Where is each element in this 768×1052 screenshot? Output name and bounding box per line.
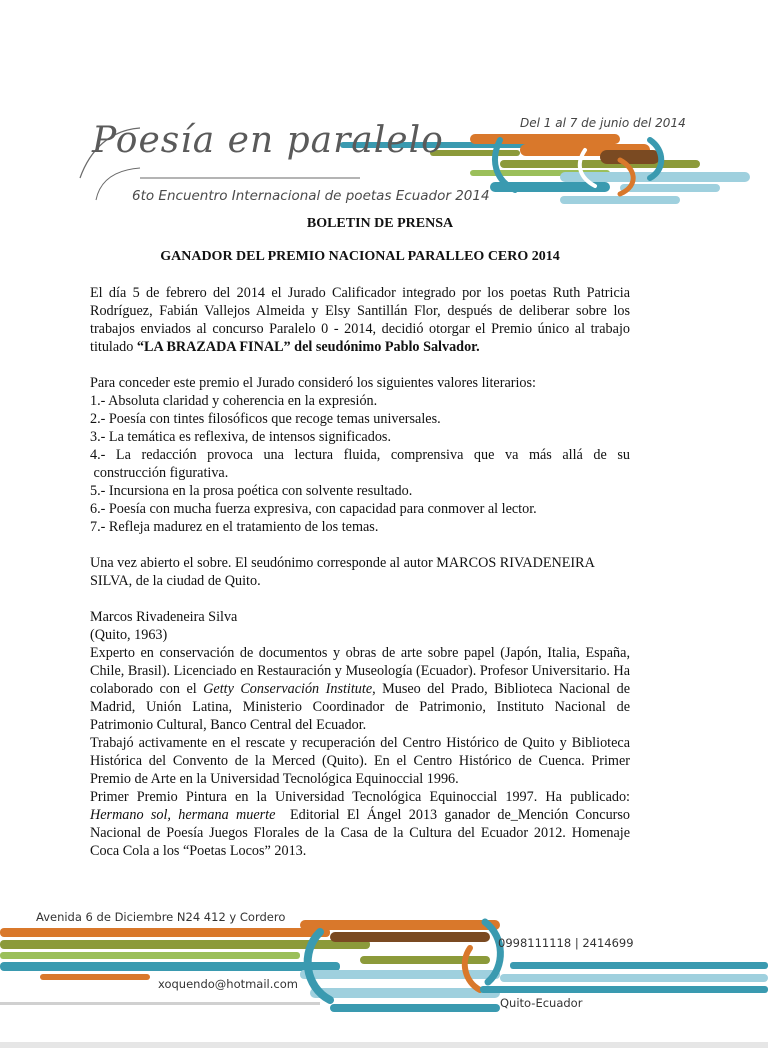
criteria-item-continued: construcción figurativa. (90, 465, 229, 481)
criteria-item: 1.- Absoluta claridad y coherencia en la expresión. (90, 393, 378, 409)
criteria-item: 4.- La redacción provoca una lectura fluida, comprensiva que va más allá de su (90, 447, 630, 463)
letterhead-footer (0, 892, 768, 1052)
footer-city: Quito-Ecuador (500, 996, 583, 1010)
main-title: GANADOR DEL PREMIO NACIONAL PARALLEO CERO 2014 (160, 249, 560, 264)
event-dates: Del 1 al 7 de junio del 2014 (520, 116, 686, 130)
reveal-paragraph: Una vez abierto el sobre. El seudónimo corresponde al autor MARCOS RIVADENEIRA SILVA, de la ciudad de Quito. (90, 555, 595, 589)
bio-paragraph-3 (90, 788, 634, 860)
footer-email: xoquendo@hotmail.com (158, 977, 298, 991)
criteria-item: 6.- Poesía con mucha fuerza expresiva, con capacidad para conmover al lector. (90, 501, 537, 517)
bio-text: Primer Premio Pintura en la Universidad Tecnológica Equinoccial 1997. Ha publicado: (90, 789, 630, 805)
author-origin: (Quito, 1963) (90, 627, 168, 643)
bulletin-title: BOLETIN DE PRENSA (306, 216, 454, 231)
author-name: Marcos Rivadeneira Silva (90, 609, 238, 625)
footer-address: Avenida 6 de Diciembre N24 412 y Cordero (36, 910, 286, 924)
criteria-item: 5.- Incursiona en la prosa poética con solvente resultado. (90, 483, 413, 499)
bio-italic: Getty Conservación Institute (203, 681, 373, 697)
intro-text: El día 5 de febrero del 2014 el Jurado Calificador integrado por los poetas Ruth Patricia Rodríguez, Fabián Vallejos Almeida y Elsy Santillán Flor, después de deliberar sobre los trabajos enviados al concurso Paralelo 0 - 2014, decidió otorgar el Premio único al trabajo titulado (90, 285, 630, 355)
ribbon-decoration (0, 0, 768, 215)
criteria-item: 2.- Poesía con tintes filosóficos que recoge temas universales. (90, 411, 441, 427)
bio-text: Experto en conservación de documentos y obras de arte sobre papel (Japón, Italia, España, Chile, Brasil). Licenciado en Restauración y Museología (Ecuador). Profesor Universitario. Ha colaborado con el (90, 645, 630, 697)
footer-phone: 0998111118 | 2414699 (498, 936, 634, 950)
winning-title: “LA BRAZADA FINAL” del seudónimo Pablo Salvador. (136, 339, 480, 355)
criteria-item: 3.- La temática es reflexiva, de intensos significados. (90, 429, 391, 445)
criteria-intro: Para conceder este premio el Jurado consideró los siguientes valores literarios: (90, 375, 536, 391)
bio-text: , Museo del Prado, Biblioteca Nacional de Madrid, Unión Latina, Ministerio Coordinador de Patrimonio, Instituto Nacional de Patrimonio Cultural, Banco Central del Ecuador. (90, 681, 630, 733)
letterhead (0, 0, 768, 215)
bio-paragraph-2: Trabajó activamente en el rescate y recuperación del Centro Histórico de Quito y Biblioteca Histórica del Convento de la Merced (Quito). En el Centro Histórico de Cuenca. Primer Premio de Arte en la Universidad Tecnológica Equinoccial 1996. (90, 735, 630, 787)
bio-paragraph-1 (90, 644, 630, 734)
intro-paragraph (90, 284, 630, 356)
book-title: Hermano sol, hermana muerte (90, 807, 276, 823)
logo-wordmark: Poesía en paralelo (92, 120, 444, 161)
criteria-item: 7.- Refleja madurez en el tratamiento de los temas. (90, 519, 379, 535)
document-body (90, 284, 634, 860)
logo-subtitle: 6to Encuentro Internacional de poetas Ecuador 2014 (132, 188, 490, 204)
bio-text: Editorial El Ángel 2013 ganador de_Mención Concurso Nacional de Poesía Juegos Florales de la Casa de la Cultura del Ecuador 2012. Homenaje Coca Cola a los “Poetas Locos” 2013. (90, 807, 634, 859)
